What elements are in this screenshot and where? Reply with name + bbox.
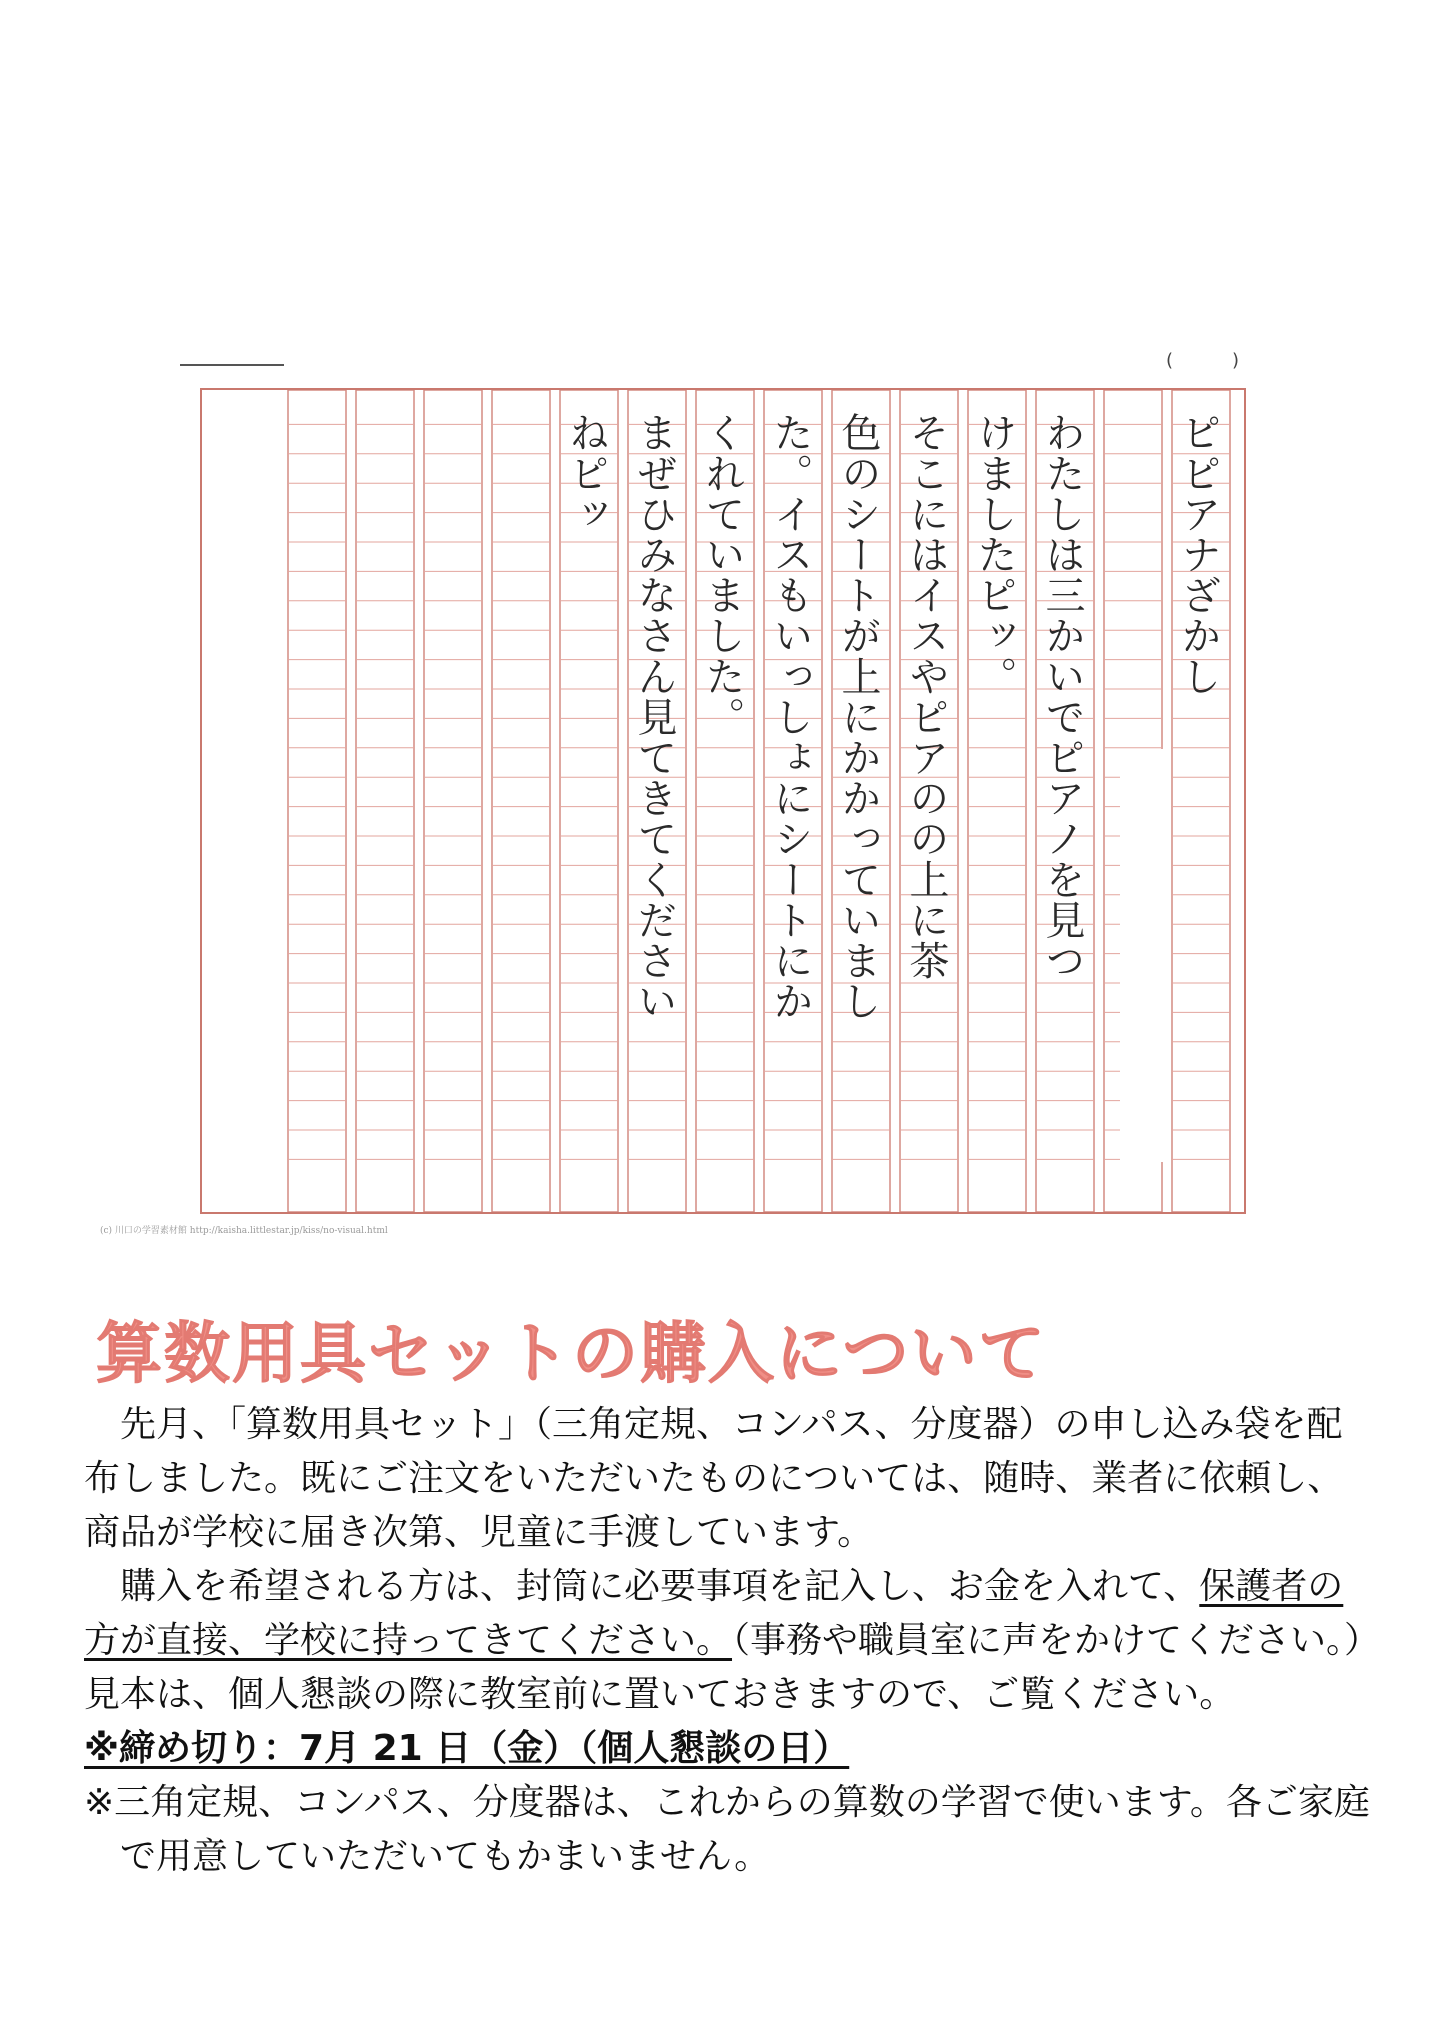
deadline-text: ※締め切り：7月 21 日（金）（個人懇談の日） — [84, 1728, 850, 1769]
paragraph-2 — [84, 1560, 1374, 1722]
deadline-line — [84, 1722, 1374, 1776]
manuscript-column-text: わたしは三かいでピアノを見つ — [1039, 412, 1085, 981]
header-rule — [180, 364, 284, 366]
header-paren-close: ) — [1232, 350, 1240, 371]
paragraph-2-underlined: 保護者の方が直接、学校に持ってきてください。 — [84, 1566, 1344, 1661]
manuscript-column-text: まぜひみなさん見てきてください — [631, 412, 677, 1021]
paragraph-2-end: （事務や職員室に声をかけてください。）見本は、個人懇談の際に教室前に置いておきますので、ご覧ください。 — [84, 1620, 1363, 1715]
notice-title: 算数用具セットの購入について — [96, 1315, 1047, 1392]
paragraph-2-start: 購入を希望される方は、封筒に必要事項を記入し、お金を入れて、 — [120, 1566, 1200, 1607]
grid-column — [424, 390, 482, 1212]
note-line: ※三角定規、コンパス、分度器は、これからの算数の学習で使います。各ご家庭で用意していただいてもかまいません。 — [84, 1782, 1370, 1877]
manuscript-column-text: ねピッ — [563, 412, 609, 534]
manuscript-column-text: けましたピッ。 — [971, 412, 1017, 697]
grid-column — [288, 390, 346, 1212]
manuscript-column-text: そこにはイスやピアのの上に茶 — [903, 412, 949, 981]
manuscript-sheet — [200, 388, 1246, 1214]
copyright-note: (c) 川口の学習素材館 http://kaisha.littlestar.jp/kiss/no-visual.html — [100, 1226, 388, 1236]
paragraph-1: 先月、「算数用具セット」（三角定規、コンパス、分度器）の申し込み袋を配布しました。既にご注文をいただいたものについては、随時、業者に依頼し、商品が学校に届き次第、児童に手渡しています。 — [84, 1404, 1344, 1553]
manuscript-column-text: 色のシートが上にかかっていまし — [835, 412, 881, 1021]
manuscript-column-text: ピピアナざかし — [1175, 412, 1221, 697]
grid-column — [492, 390, 550, 1212]
redaction-block — [1120, 749, 1166, 1162]
manuscript-column-text: た。イスもいっしょにシートにか — [767, 412, 813, 1021]
notice-body — [84, 1398, 1374, 1884]
manuscript-column-text: くれていました。 — [699, 412, 745, 737]
grid-column — [356, 390, 414, 1212]
header-paren-open: ( — [1166, 350, 1174, 371]
